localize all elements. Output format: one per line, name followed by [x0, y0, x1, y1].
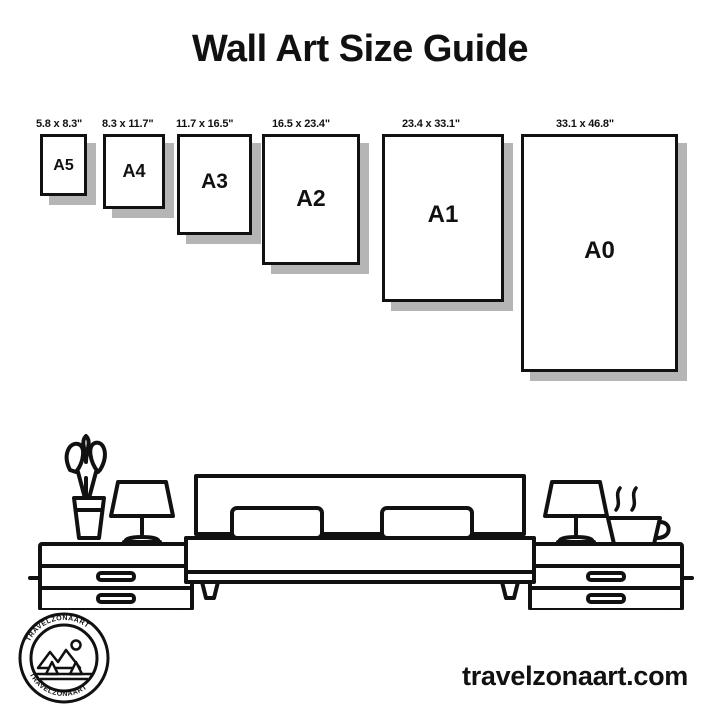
- coffee-cup: [608, 488, 669, 544]
- frame-box-a1: [382, 134, 504, 302]
- frame-box-a0: [521, 134, 678, 372]
- frame-name-a2: A2: [296, 185, 326, 211]
- pillow-left: [232, 508, 322, 538]
- table-lamp-left: [111, 482, 173, 542]
- bed-leg-left: [202, 582, 218, 598]
- frame-box-a4: [103, 134, 165, 209]
- footer: [0, 610, 720, 720]
- frame-name-a5: A5: [53, 157, 74, 174]
- brand-logo: [18, 612, 110, 704]
- page-title: Wall Art Size Guide: [191, 28, 529, 70]
- frame-name-a1: A1: [427, 201, 459, 228]
- website-url: travelzonaart.com: [462, 661, 688, 691]
- frame-dimensions-a2: 16.5 x 23.4": [272, 118, 330, 130]
- mattress: [186, 538, 534, 572]
- frame-box-a3: [177, 134, 252, 235]
- frame-name-a3: A3: [201, 170, 228, 193]
- bed-base: [186, 572, 534, 582]
- frame-name-a0: A0: [584, 237, 615, 264]
- frame-dimensions-a5: 5.8 x 8.3": [36, 118, 83, 130]
- table-lamp-right: [545, 482, 607, 542]
- bedroom-illustration: [0, 370, 720, 610]
- pillow-right: [382, 508, 472, 538]
- nightstand-left: [40, 544, 192, 610]
- bed: [186, 476, 534, 598]
- frame-dimensions-a4: 8.3 x 11.7": [102, 118, 154, 130]
- frame-dimensions-a0: 33.1 x 46.8": [556, 118, 614, 130]
- frame-box-a5: [40, 134, 87, 196]
- logo-svg: [18, 612, 110, 704]
- bedroom-svg: [0, 370, 720, 610]
- frame-dimensions-a1: 23.4 x 33.1": [402, 118, 460, 130]
- vase-with-flowers: [67, 436, 105, 538]
- logo-text-bottom: TRAVELZONAART: [27, 671, 89, 699]
- frame-box-a2: [262, 134, 360, 265]
- frame-name-a4: A4: [122, 161, 146, 181]
- nightstand-right: [530, 544, 682, 610]
- bed-leg-right: [502, 582, 518, 598]
- frame-dimensions-a3: 11.7 x 16.5": [176, 118, 234, 130]
- logo-text-top: TRAVELZONAART: [25, 614, 91, 643]
